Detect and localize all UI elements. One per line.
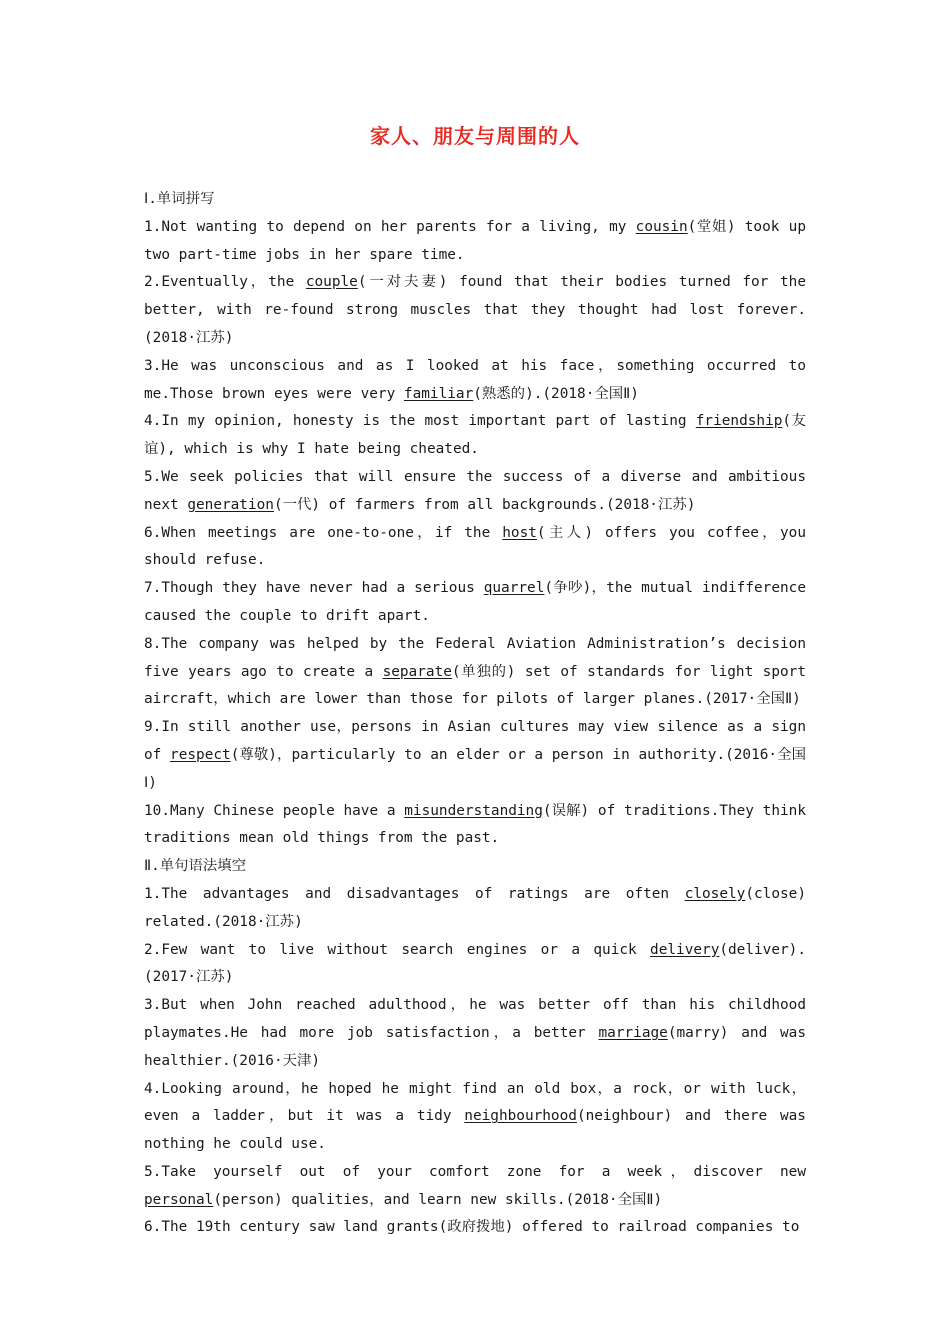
exercise-item <box>144 881 806 937</box>
exercise-item <box>144 937 806 993</box>
section-grammar-fill <box>144 853 806 1242</box>
page-title: 家人、朋友与周围的人 <box>370 124 580 148</box>
exercise-text: (neighbour) and there was nothing he could use. <box>144 1108 806 1153</box>
exercise-text: 3.But when John reached adulthood，he was better off than his childhood playmates.He had more job satisfaction，a better <box>144 997 806 1041</box>
exercise-text: (误解) of traditions.They think traditions mean old things from the past. <box>144 802 806 847</box>
exercise-text: (堂姐) took up two part-time jobs in her spare time. <box>144 218 807 263</box>
answer-word: separate <box>382 663 452 680</box>
exercise-text: (marry) and was healthier.(2016·天津) <box>144 1024 806 1069</box>
exercise-text: 1.The advantages and disadvantages of ratings are often <box>144 885 685 902</box>
exercise-item <box>144 520 806 576</box>
answer-word: friendship <box>695 413 783 430</box>
exercise-item <box>144 408 806 464</box>
exercise-text: (主人) offers you coffee，you should refuse. <box>144 524 806 569</box>
exercise-text: (一对夫妻) found that their bodies turned for the better, with re-found strong muscles that they thought had lost forever.(2018·江苏) <box>144 274 806 346</box>
exercise-item <box>144 575 806 631</box>
exercise-text: 7.Though they have never had a serious <box>144 580 484 597</box>
exercise-text: 9.In still another use，persons in Asian cultures may view silence as a sign of <box>144 719 806 763</box>
exercise-text: (close) related.(2018·江苏) <box>144 885 806 930</box>
answer-word: personal <box>144 1191 214 1208</box>
answer-word: marriage <box>598 1024 668 1041</box>
exercise-text: 5.We seek policies that will ensure the success of a diverse and ambitious next <box>144 468 806 513</box>
exercise-text: 8.The company was helped by the Federal Aviation Administration’s decision five years ago to create a <box>144 635 806 680</box>
exercise-text: (deliver).(2017·江苏) <box>144 941 806 986</box>
answer-word: neighbourhood <box>464 1108 577 1125</box>
exercise-text: (person) qualities，and learn new skills.(2018·全国Ⅱ) <box>213 1191 663 1208</box>
section-heading: Ⅱ.单句语法填空 <box>144 858 247 875</box>
exercise-text: (尊敬)，particularly to an elder or a person in authority.(2016·全国Ⅰ) <box>144 746 806 791</box>
answer-word: host <box>502 524 537 541</box>
exercise-item <box>144 214 806 270</box>
answer-word: couple <box>305 274 358 291</box>
exercise-text: 2.Eventually，the <box>144 274 306 291</box>
exercise-item <box>144 798 806 854</box>
exercise-item <box>144 1159 806 1215</box>
exercise-text: (一代) of farmers from all backgrounds.(2018·江苏) <box>273 496 696 513</box>
exercise-item <box>144 1214 806 1242</box>
answer-word: closely <box>684 885 746 902</box>
exercise-text: 6.The 19th century saw land grants(政府拨地) offered to railroad companies to <box>144 1219 800 1236</box>
exercise-list <box>144 214 806 853</box>
exercise-item <box>144 269 806 352</box>
exercise-item <box>144 1076 806 1159</box>
exercise-text: 1.Not wanting to depend on her parents for a living, my <box>144 218 636 235</box>
exercise-text: 6.When meetings are one-to-one，if the <box>144 524 503 541</box>
exercise-list <box>144 881 806 1242</box>
answer-word: generation <box>187 496 274 513</box>
exercise-text: 10.Many Chinese people have a <box>144 802 405 819</box>
answer-word: respect <box>170 746 231 763</box>
exercise-text: 4.In my opinion, honesty is the most important part of lasting <box>144 413 696 430</box>
exercise-text: 3.He was unconscious and as I looked at his face，something occurred to me.Those brown eyes were very <box>144 357 806 402</box>
exercise-text: (单独的) set of standards for light sport aircraft，which are lower than those for pilots of larger planes.(2017·全国Ⅱ) <box>144 663 806 708</box>
exercise-item <box>144 992 806 1075</box>
section-heading: Ⅰ.单词拼写 <box>144 191 215 207</box>
document-body <box>144 186 806 1242</box>
exercise-text: 5.Take yourself out of your comfort zone for a week，discover new <box>144 1163 806 1180</box>
exercise-text: (熟悉的).(2018·全国Ⅱ) <box>473 385 639 402</box>
exercise-item <box>144 714 806 797</box>
exercise-text: 2.Few want to live without search engines or a quick <box>144 941 651 958</box>
exercise-item <box>144 353 806 409</box>
exercise-item <box>144 464 806 520</box>
exercise-item <box>144 631 806 714</box>
answer-word: misunderstanding <box>404 802 543 819</box>
exercise-text: 4.Looking around，he hoped he might find an old box，a rock，or with luck，even a ladder，but it was a tidy <box>144 1080 806 1125</box>
exercise-text: (友谊), which is why I hate being cheated. <box>144 413 806 458</box>
section-vocabulary-spelling <box>144 186 806 853</box>
answer-word: cousin <box>635 218 688 235</box>
answer-word: familiar <box>403 385 474 402</box>
answer-word: quarrel <box>483 580 545 597</box>
exercise-text: (争吵)，the mutual indifference caused the couple to drift apart. <box>144 580 806 624</box>
answer-word: delivery <box>650 941 720 958</box>
